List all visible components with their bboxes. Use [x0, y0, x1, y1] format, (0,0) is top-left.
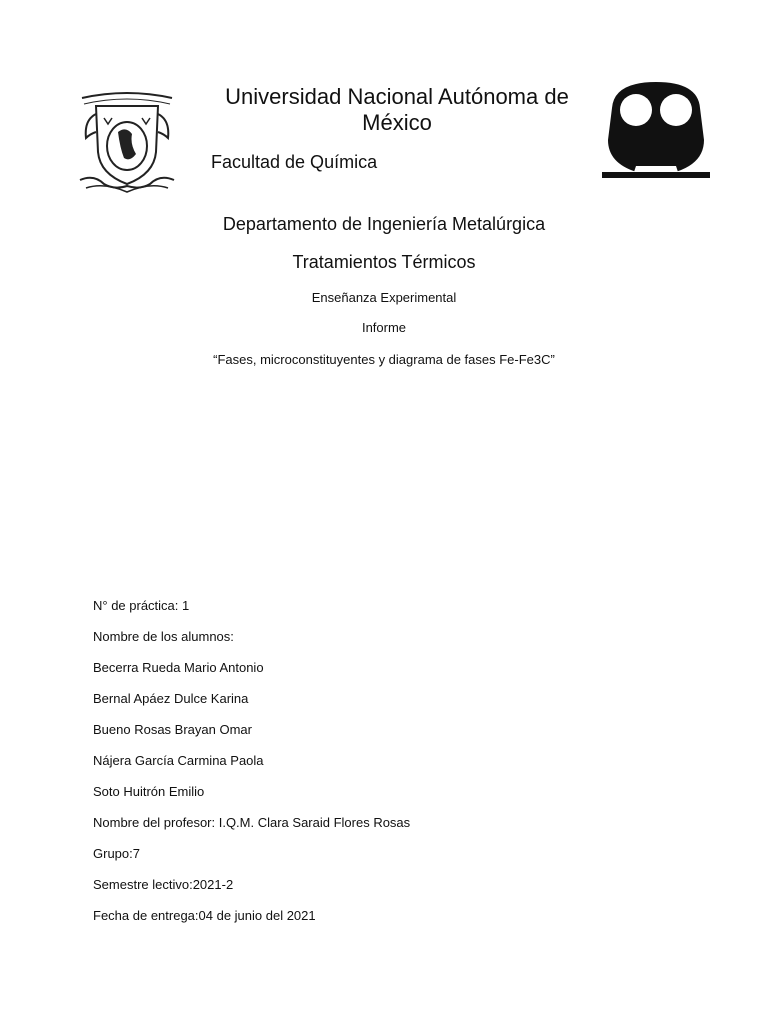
student-name: Bernal Apáez Dulce Karina [93, 691, 249, 706]
due-date: Fecha de entrega:04 de junio del 2021 [93, 908, 316, 923]
student-name: Bueno Rosas Brayan Omar [93, 722, 252, 737]
subject-name: Tratamientos Térmicos [292, 252, 476, 272]
semester: Semestre lectivo:2021-2 [93, 877, 234, 892]
student-name: Nájera García Carmina Paola [93, 753, 264, 768]
department-name: Departamento de Ingeniería Metalúrgica [222, 214, 546, 234]
group-number: Grupo:7 [93, 846, 140, 861]
report-info [93, 597, 410, 938]
professor-name: Nombre del profesor: I.Q.M. Clara Saraid Flores Rosas [93, 815, 411, 830]
university-title: Universidad Nacional Autónoma de México [225, 84, 569, 135]
document-type: Informe [361, 320, 407, 335]
students-label: Nombre de los alumnos: [93, 629, 234, 644]
student-name: Soto Huitrón Emilio [93, 784, 205, 799]
facultad-quimica-owl-logo-icon [600, 78, 712, 184]
course-name: Enseñanza Experimental [311, 290, 457, 305]
unam-shield-logo-icon [74, 88, 180, 198]
report-title: “Fases, microconstituyentes y diagrama de fases Fe-Fe3C” [213, 352, 555, 367]
faculty-name: Facultad de Química [211, 152, 378, 172]
student-name: Becerra Rueda Mario Antonio [93, 660, 264, 675]
practice-number: N° de práctica: 1 [93, 598, 190, 613]
